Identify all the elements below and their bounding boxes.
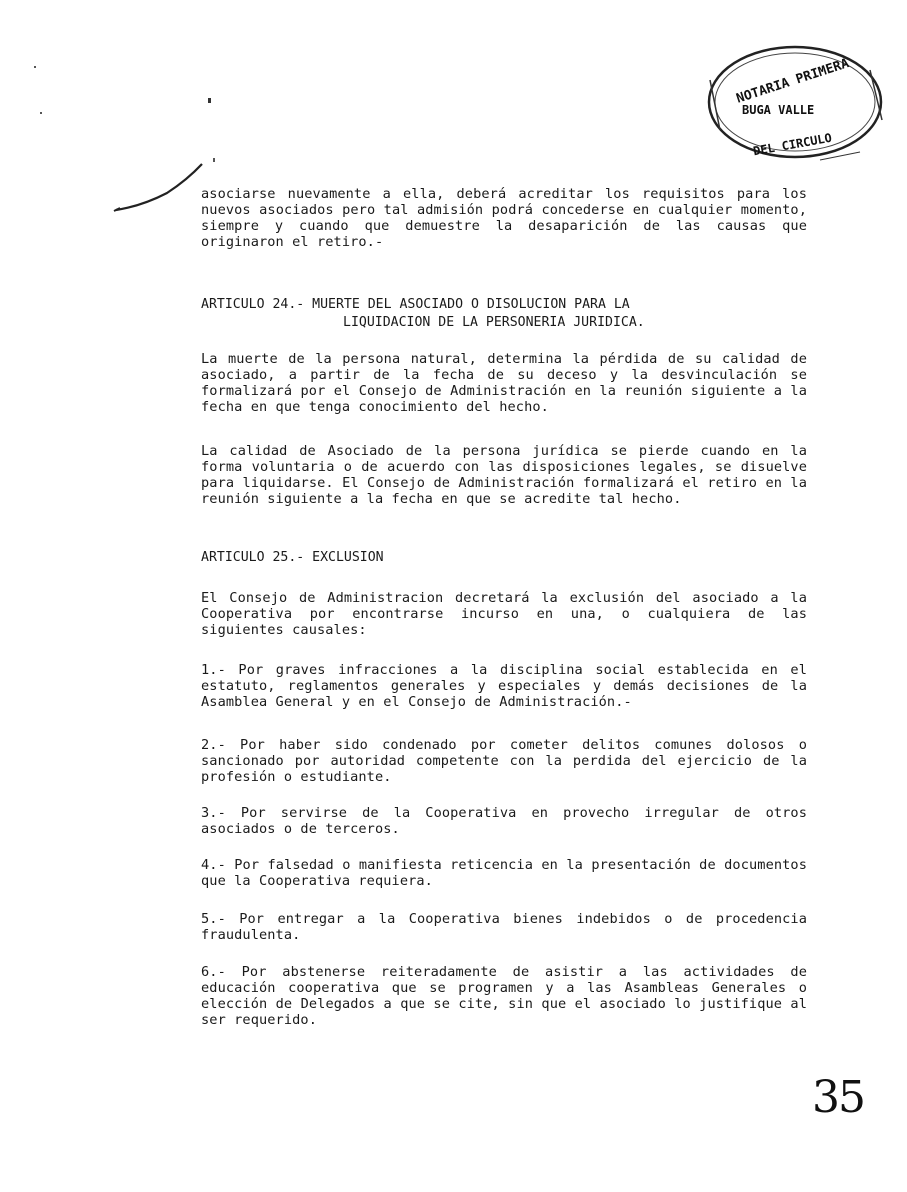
- exclusion-cause-6: 6.- Por abstenerse reiteradamente de asistir a las actividades de educación cooperativa que se programen y a las Asambleas Generales o elección de Delegados a que se cite, sin que el asociado lo justifique al ser requerido.: [201, 964, 807, 1028]
- exclusion-cause-1: 1.- Por graves infracciones a la disciplina social establecida en el estatuto, reglamentos generales y especiales y demás decisiones de la Asamblea General y en el Consejo de Administración.-: [201, 662, 807, 710]
- svg-text:BUGA VALLE: BUGA VALLE: [742, 103, 815, 117]
- article-24-heading-continuation: LIQUIDACION DE LA PERSONERIA JURIDICA.: [343, 315, 645, 330]
- dot-mark: [213, 158, 215, 162]
- exclusion-cause-3: 3.- Por servirse de la Cooperativa en provecho irregular de otros asociados o de terceros.: [201, 805, 807, 837]
- intro-paragraph: asociarse nuevamente a ella, deberá acreditar los requisitos para los nuevos asociados pero tal admisión podrá concederse en cualquier momento, siempre y cuando que demuestre la desaparición de las causas que originaron el retiro.-: [201, 186, 807, 250]
- exclusion-cause-5: 5.- Por entregar a la Cooperativa bienes indebidos o de procedencia fraudulenta.: [201, 911, 807, 943]
- article-24-paragraph-1: La muerte de la persona natural, determina la pérdida de su calidad de asociado, a partir de la fecha de su deceso y la desvinculación se formalizará por el Consejo de Administración en la reunión siguiente a la fecha en que tenga conocimiento del hecho.: [201, 351, 807, 415]
- article-25-intro: El Consejo de Administracion decretará la exclusión del asociado a la Cooperativa por encontrarse incurso en una, o cualquiera de las siguientes causales:: [201, 590, 807, 638]
- article-25-heading: ARTICULO 25.- EXCLUSION: [201, 550, 384, 565]
- exclusion-cause-2: 2.- Por haber sido condenado por cometer delitos comunes dolosos o sancionado por autoridad competente con la perdida del ejercicio de la profesión o estudiante.: [201, 737, 807, 785]
- signature-scribble-mark: [112, 158, 207, 216]
- notary-stamp: [700, 40, 890, 170]
- dot-mark: [208, 98, 211, 103]
- article-24-paragraph-2: La calidad de Asociado de la persona jurídica se pierde cuando en la forma voluntaria o de acuerdo con las disposiciones legales, se disuelve para liquidarse. El Consejo de Administración formalizará el retiro en la reunión siguiente a la fecha en que se acredite tal hecho.: [201, 443, 807, 507]
- page-number: 35: [812, 1072, 864, 1123]
- svg-text:NOTARIA PRIMERA: NOTARIA PRIMERA: [734, 56, 851, 107]
- svg-text:DEL CIRCULO: DEL CIRCULO: [752, 130, 833, 159]
- dot-mark: [34, 66, 36, 68]
- article-24-heading: ARTICULO 24.- MUERTE DEL ASOCIADO O DISOLUCION PARA LA: [201, 297, 630, 312]
- dot-mark: [40, 112, 42, 114]
- exclusion-cause-4: 4.- Por falsedad o manifiesta reticencia en la presentación de documentos que la Cooperativa requiera.: [201, 857, 807, 889]
